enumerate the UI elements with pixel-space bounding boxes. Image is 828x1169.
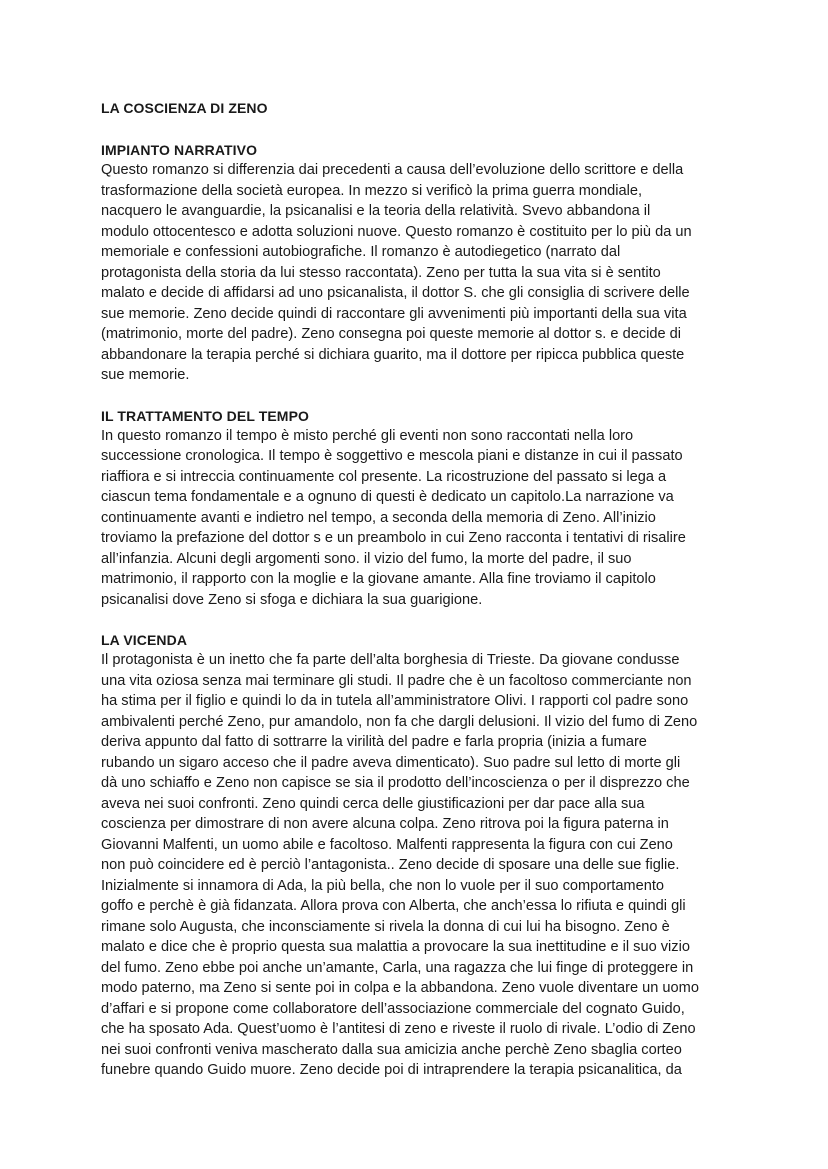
paragraph-line: protagonista della storia da lui stesso raccontata). Zeno per tutta la sua vita si è sentito (101, 264, 661, 281)
paragraph-line: psicanalisi dove Zeno si sfoga e dichiara la sua guarigione. (101, 591, 483, 608)
paragraph-line: continuamente avanti e indietro nel tempo, a seconda della memoria di Zeno. All’inizio (101, 509, 656, 526)
section-paragraph (101, 426, 741, 611)
paragraph-line: (matrimonio, morte del padre). Zeno consegna poi queste memorie al dottor s. e decide di (101, 326, 681, 342)
paragraph-line: dà uno schiaffo e Zeno non capisce se sia il prodotto dell’incoscienza o per il disprezzo che (101, 775, 690, 791)
paragraph-line: ambivalenti perché Zeno, pur amandolo, non fa che dargli delusioni. Il vizio del fumo di Zeno (101, 713, 698, 730)
paragraph-line: Inizialmente si innamora di Ada, la più bella, che non lo vuole per il suo comportamento (101, 877, 664, 894)
section-trattamento-del-tempo (101, 407, 741, 611)
section-paragraph (101, 160, 741, 386)
paragraph-line: malato e dice che è proprio questa sua malattia a provocare la sua inettitudine e il suo vizio (101, 939, 690, 955)
paragraph-line: modulo ottocentesco e adotta soluzioni nuove. Questo romanzo è costituito per lo più da un (101, 223, 692, 240)
paragraph-line: trasformazione della società europea. In mezzo si verificò la prima guerra mondiale, (101, 182, 643, 199)
paragraph-line: non può coincidere ed è perciò l’antagonista.. Zeno decide di sposare una delle sue figlie. (101, 857, 680, 873)
section-paragraph (101, 650, 741, 1081)
document-page (101, 98, 741, 1102)
paragraph-line: coscienza per dimostrare di non avere alcuna colpa. Zeno ritrova poi la figura paterna in (101, 816, 669, 832)
paragraph-line: che ha sposato Ada. Quest’uomo è l’antitesi di zeno e riveste il ruolo di rivale. L’odio di Zeno (101, 1021, 696, 1037)
paragraph-line: troviamo la prefazione del dottor s e un preambolo in cui Zeno racconta i tentativi di risalire (101, 530, 686, 546)
document-title: LA COSCIENZA DI ZENO (101, 100, 268, 116)
paragraph-line: modo paterno, ma Zeno si sente poi in colpa e la abbandona. Zeno vuole diventare un uomo (101, 980, 699, 996)
paragraph-line: matrimonio, il rapporto con la moglie e la giovane amante. Alla fine troviamo il capitolo (101, 571, 656, 587)
paragraph-line: Il protagonista è un inetto che fa parte dell’alta borghesia di Trieste. Da giovane condusse (101, 652, 680, 668)
section-heading: LA VICENDA (101, 632, 188, 648)
paragraph-line: ha stima per il figlio e quindi lo da in tutela all’amministratore Olivi. I rapporti col padre sono (101, 693, 689, 709)
paragraph-line: memoriale e confessioni autobiografiche. Il romanzo è autodiegetico (narrato dal (101, 244, 621, 260)
paragraph-line: nacquero le avanguardie, la psicanalisi e la teoria della relatività. Svevo abbandona il (101, 203, 651, 219)
paragraph-line: del fumo. Zeno ebbe poi anche un’amante, Carla, una ragazza che lui finge di proteggere in (101, 959, 694, 976)
paragraph-line: d’affari e si propone come collaboratore dell’associazione commerciale del cognato Guido, (101, 1000, 685, 1017)
paragraph-line: nei suoi confronti veniva mascherato dalla sua amicizia anche perchè Zeno sbaglia corteo (101, 1041, 682, 1058)
paragraph-line: funebre quando Guido muore. Zeno decide poi di intraprendere la terapia psicanalitica, da (101, 1062, 682, 1078)
paragraph-line: deriva appunto dal fatto di sottrarre la virilità del padre e farla propria (inizia a fumare (101, 734, 647, 750)
paragraph-line: riaffiora e si intreccia continuamente col presente. La ricostruzione del passato si lega a (101, 468, 667, 485)
section-heading: IL TRATTAMENTO DEL TEMPO (101, 407, 309, 424)
paragraph-line: ciascun tema fondamentale e a ognuno di questi è dedicato un capitolo.La narrazione va (101, 489, 674, 505)
paragraph-line: rubando un sigaro acceso che il padre aveva dimenticato). Suo padre sul letto di morte gli (101, 754, 681, 771)
paragraph-line: malato e decide di affidarsi ad uno psicanalista, il dottor S. che gli consiglia di scrivere delle (101, 285, 690, 301)
section-impianto-narrativo (101, 141, 741, 386)
paragraph-line: abbandonare la terapia perché si dichiara guarito, ma il dottore per ripicca pubblica queste (101, 346, 685, 363)
paragraph-line: In questo romanzo il tempo è misto perché gli eventi non sono raccontati nella loro (101, 427, 634, 444)
paragraph-line: rimane solo Augusta, che inconsciamente si rivela la donna di cui lui ha bisogno. Zeno è (101, 918, 670, 935)
paragraph-line: Questo romanzo si differenzia dai precedenti a causa dell’evoluzione dello scrittore e della (101, 162, 684, 178)
paragraph-line: goffo e perchè è già fidanzata. Allora prova con Alberta, che anch’essa lo rifiuta e quindi gli (101, 898, 686, 914)
paragraph-line: sue memorie. (101, 367, 190, 383)
paragraph-line: una vita oziosa senza mai terminare gli studi. Il padre che è un facoltoso commerciante non (101, 672, 692, 689)
section-la-vicenda (101, 631, 741, 1081)
paragraph-line: aveva nei suoi confronti. Zeno quindi cerca delle giustificazioni per dar pace alla sua (101, 795, 645, 812)
section-heading: IMPIANTO NARRATIVO (101, 142, 258, 158)
paragraph-line: Giovanni Malfenti, un uomo abile e facoltoso. Malfenti rappresenta la figura con cui Zeno (101, 836, 673, 853)
paragraph-line: all’infanzia. Alcuni degli argomenti sono. il vizio del fumo, la morte del padre, il suo (101, 550, 632, 567)
paragraph-line: successione cronologica. Il tempo è soggettivo e mescola piani e distanze in cui il passato (101, 448, 683, 464)
paragraph-line: sue memorie. Zeno decide quindi di raccontare gli avvenimenti più importanti della sua vita (101, 305, 687, 322)
